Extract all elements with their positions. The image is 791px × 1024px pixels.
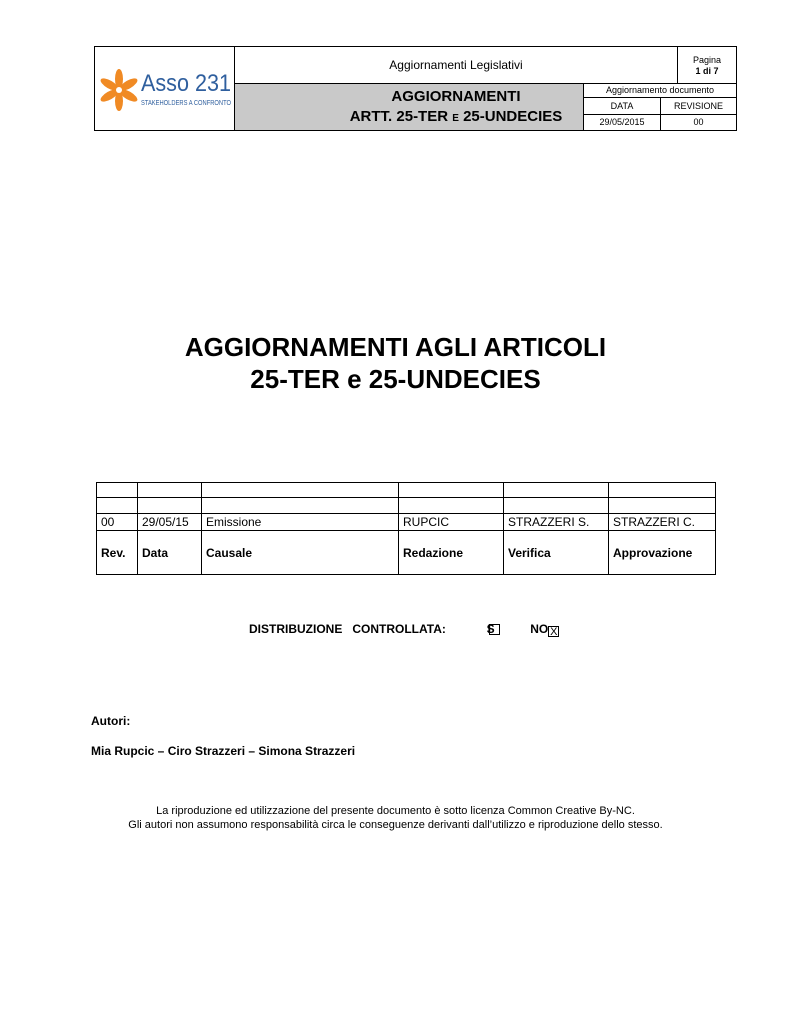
table-row <box>97 514 716 531</box>
title-line1: AGGIORNAMENTI AGLI ARTICOLI <box>184 332 607 362</box>
revision-value: 00 <box>660 115 736 130</box>
revision-label: REVISIONE <box>660 98 736 115</box>
logo-tagline: STAKEHOLDERS A CONFRONTO <box>141 100 232 107</box>
license-line1: La riproduzione ed utilizzazione del presente documento è sotto licenza Common Creative By-NC. <box>156 805 635 817</box>
authors-names: Mia Rupcic – Ciro Strazzeri – Simona Strazzeri <box>91 744 356 758</box>
cell-drafted: RUPCIC <box>399 514 504 531</box>
distribution-label: DISTRIBUZIONE CONTROLLATA: <box>249 622 446 636</box>
table-row-empty <box>97 483 716 498</box>
cell-verified: STRAZZERI S. <box>504 514 609 531</box>
license-notice <box>0 804 791 832</box>
header-verified: Verifica <box>504 531 609 575</box>
authors-label: Autori: <box>91 714 131 728</box>
license-line2: Gli autori non assumono responsabilità circa le conseguenze derivanti dall’utilizzo e riproduzione dello stesso. <box>128 819 663 831</box>
header-drafted: Redazione <box>399 531 504 575</box>
revision-table <box>96 482 716 575</box>
header-reason: Causale <box>202 531 399 575</box>
cell-reason: Emissione <box>202 514 399 531</box>
header-rev: Rev. <box>97 531 138 575</box>
update-label: Aggiornamento documento <box>583 84 736 98</box>
page-label: Pagina <box>692 55 722 65</box>
title-line2: 25-TER e 25-UNDECIES <box>250 364 541 394</box>
doc-title-line2: ARTT. 25-TER E 25-UNDECIES <box>349 108 563 125</box>
date-value: 29/05/2015 <box>583 115 660 130</box>
header-date: Data <box>138 531 202 575</box>
doc-title-line1: AGGIORNAMENTI <box>391 88 521 105</box>
distribution-no-label: NO <box>530 622 549 636</box>
table-header-row <box>97 531 716 575</box>
cell-approved: STRAZZERI C. <box>609 514 716 531</box>
document-header <box>94 46 737 131</box>
header-approved: Approvazione <box>609 531 716 575</box>
logo-cell <box>95 47 235 130</box>
flower-icon <box>99 69 139 111</box>
asso231-logo <box>95 47 235 130</box>
page-number-cell <box>677 47 736 84</box>
logo-brand-text: Asso 231 <box>141 70 231 97</box>
distribution-line <box>249 622 559 637</box>
cell-date: 29/05/15 <box>138 514 202 531</box>
distribution-yes-checkbox[interactable] <box>489 624 500 635</box>
cell-rev: 00 <box>97 514 138 531</box>
page-title <box>0 331 791 395</box>
date-label: DATA <box>583 98 660 115</box>
distribution-no-checkbox[interactable]: X <box>550 626 558 638</box>
page-value: 1 di 7 <box>695 66 719 76</box>
section-label: Aggiornamenti Legislativi <box>235 47 677 84</box>
table-row-empty <box>97 498 716 514</box>
